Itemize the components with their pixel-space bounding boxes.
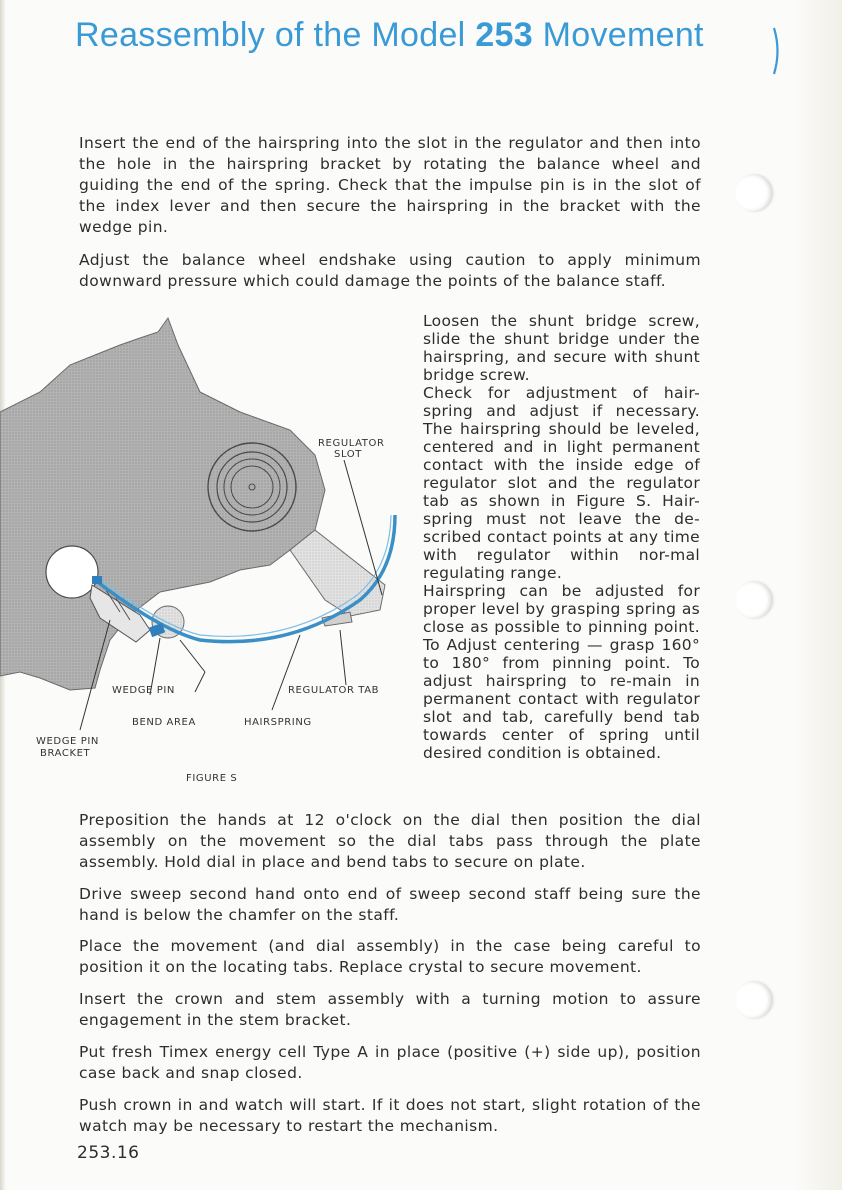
label-regulator-slot-2: SLOT [334,449,362,460]
section-bracket-icon [770,26,784,76]
balance-wheel-outer [208,443,296,531]
side-column [423,312,700,762]
page-edge-right [794,0,842,1190]
title-suffix: Movement [542,16,704,54]
label-regulator-slot: REGULATOR [318,438,385,449]
label-wedge-pin: WEDGE PIN [112,685,176,696]
binder-hole-icon [735,581,773,619]
label-wedge-pin-bracket-2: BRACKET [40,748,91,759]
lower-paragraph-4: Insert the crown and stem assembly with a turning motion to assure engagement in the stem bracket. [79,990,701,1029]
binder-hole-icon [735,981,773,1019]
label-regulator-tab: REGULATOR TAB [288,685,380,696]
page-number: 253.16 [77,1143,140,1163]
title-prefix: Reassembly of the Model [75,16,466,54]
side-paragraph-2: Check for adjustment of hair-spring and adjust if necessary. The hairspring should be leveled, centered and in light permanent contact with the inside edge of regulator slot and the regulator tab as shown in Figure S. Hair-spring must not leave the de-scribed contact points at any time with regulator within nor-mal regulating range. [423,384,700,582]
lower-paragraph-5: Put fresh Timex energy cell Type A in place (positive (+) side up), position case back and snap closed. [79,1043,701,1082]
title-model-number: 253 [475,16,533,54]
intro-paragraph-2: Adjust the balance wheel endshake using caution to apply minimum downward pressure which could damage the points of the balance staff. [79,251,701,290]
figure-caption: FIGURE S [186,773,238,784]
side-paragraph-1: Loosen the shunt bridge screw, slide the shunt bridge under the hairspring, and secure with shunt bridge screw. [423,312,700,384]
page-title [75,16,704,55]
label-bend-area: BEND AREA [132,717,196,728]
label-wedge-pin-bracket: WEDGE PIN [36,736,100,747]
figure-s-diagram [0,300,415,795]
intro-paragraph-1: Insert the end of the hairspring into the slot in the regulator and then into the hole in the hairspring bracket by rotating the balance wheel and guiding the end of the spring. Check that the impulse pin is in the slot of the index lever and then secure the hairspring in the bracket with the wedge pin. [79,134,701,236]
lower-paragraph-6: Push crown in and watch will start. If it does not start, slight rotation of the watch may be necessary to restart the mechanism. [79,1096,701,1135]
pinning-hole [46,546,98,598]
lower-paragraph-1: Preposition the hands at 12 o'clock on the dial then position the dial assembly on the movement so the dial tabs pass through the plate assembly. Hold dial in place and bend tabs to secure on plate. [79,811,701,871]
regulator-arm [290,530,385,616]
lower-paragraph-3: Place the movement (and dial assembly) in the case being careful to position it on the locating tabs. Replace crystal to secure movement. [79,937,701,976]
label-hairspring: HAIRSPRING [244,717,312,728]
side-paragraph-3: Hairspring can be adjusted for proper level by grasping spring as close as possible to pinning point. To Adjust centering — grasp 160° to 180° from pinning point. To adjust hairspring to re-main in permanent contact with regulator slot and tab, carefully bend tab towards center of spring until desired condition is obtained. [423,582,700,762]
lower-paragraph-2: Drive sweep second hand onto end of sweep second staff being sure the hand is below the chamfer on the staff. [79,885,701,924]
binder-hole-icon [735,174,773,212]
